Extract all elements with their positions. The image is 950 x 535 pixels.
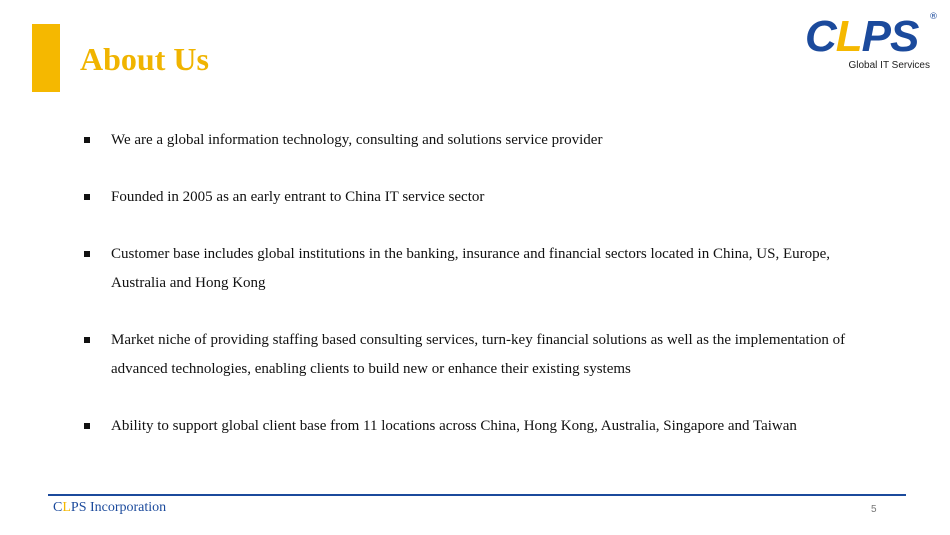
bullet-text: We are a global information technology, consulting and solutions service provider bbox=[111, 132, 603, 148]
logo-letter-c: C bbox=[805, 12, 836, 61]
bullet-text: Customer base includes global institutions in the banking, insurance and financial sectors located in China, US, Europe, Australia and Hong Kong bbox=[111, 246, 831, 291]
bullet-item bbox=[84, 326, 874, 384]
logo-letters-ps: PS bbox=[861, 12, 919, 61]
logo-wordmark bbox=[805, 12, 918, 62]
registered-mark: ® bbox=[929, 12, 938, 22]
footer-company-name bbox=[53, 500, 166, 516]
bullet-item bbox=[84, 412, 874, 441]
clps-logo bbox=[800, 12, 940, 74]
title-accent-bar bbox=[32, 24, 60, 92]
footer-letter-l: L bbox=[62, 500, 71, 515]
bullet-text: Founded in 2005 as an early entrant to China IT service sector bbox=[111, 189, 485, 205]
square-bullet-icon bbox=[84, 194, 90, 200]
bullet-item bbox=[84, 240, 874, 298]
square-bullet-icon bbox=[84, 137, 90, 143]
bullet-list bbox=[84, 126, 874, 469]
bullet-item bbox=[84, 183, 874, 212]
logo-letter-l: L bbox=[835, 12, 862, 61]
square-bullet-icon bbox=[84, 251, 90, 257]
footer-company-rest: PS Incorporation bbox=[70, 500, 167, 515]
footer-divider bbox=[48, 494, 906, 496]
bullet-text: Ability to support global client base from 11 locations across China, Hong Kong, Australia, Singapore and Taiwan bbox=[111, 418, 797, 434]
square-bullet-icon bbox=[84, 423, 90, 429]
bullet-item bbox=[84, 126, 874, 155]
page-number: 5 bbox=[871, 504, 877, 515]
bullet-text: Market niche of providing staffing based consulting services, turn-key financial solutions as well as the implementation of advanced technologies, enabling clients to build new or enhance their existing systems bbox=[111, 332, 846, 377]
footer-letter-c: C bbox=[53, 500, 63, 515]
slide-title: About Us bbox=[80, 41, 209, 77]
logo-tagline: Global IT Services bbox=[848, 60, 930, 71]
square-bullet-icon bbox=[84, 337, 90, 343]
